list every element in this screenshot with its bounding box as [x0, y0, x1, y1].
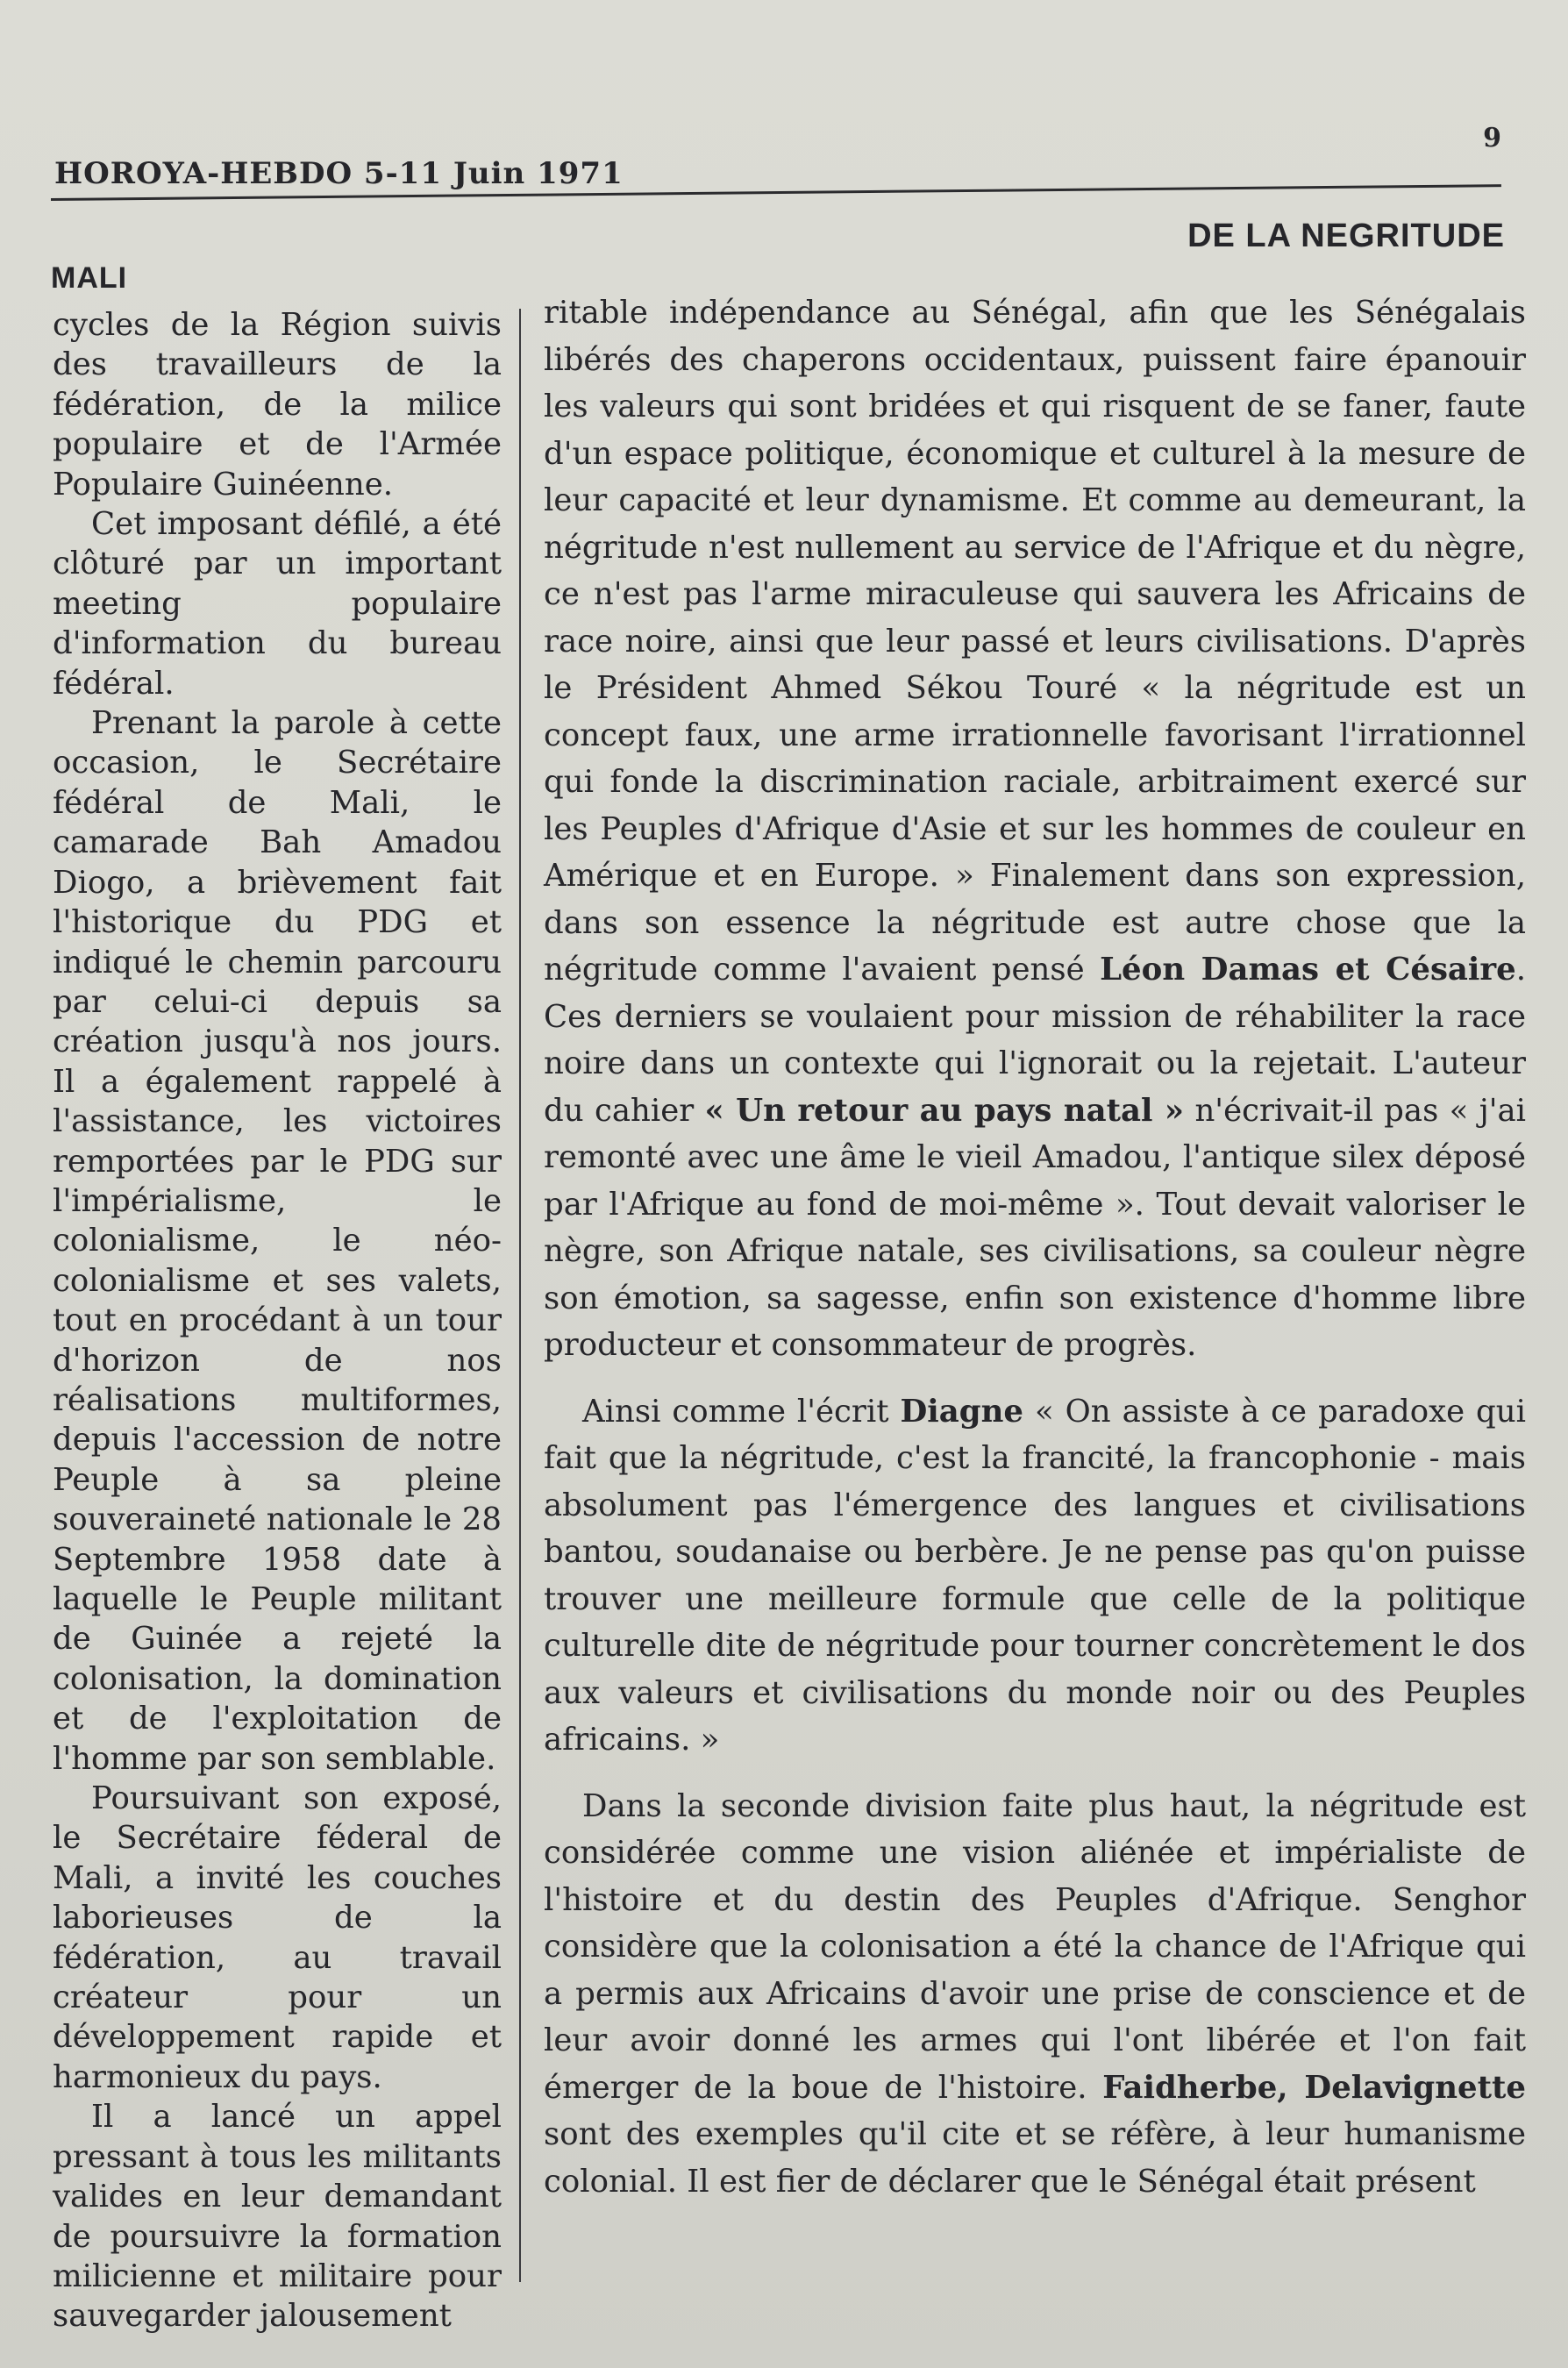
- text-run: Ainsi comme l'écrit: [582, 1393, 901, 1430]
- left-paragraph-3: Prenant la parole à cette occasion, le Secrétaire fédéral de Mali, le camarade Bah Amadou Diogo, a brièvement fait l'historique du PDG et indiqué le chemin parcouru par celui-ci depuis sa création jusqu'à nos jours. Il a également rappelé à l'assistance, les victoires remportées par le PDG sur l'impérialisme, le colonialisme, le néo-colonialisme et ses valets, tout en procédant à un tour d'horizon de nos réalisations multiformes, depuis l'accession de notre Peuple à sa pleine souveraineté nationale le 28 Septembre 1958 date à laquelle le Peuple militant de Guinée a rejeté la colonisation, la domination et de l'exploitation de l'homme par son semblable.: [53, 705, 502, 1777]
- bold-title: « Un retour au pays natal »: [704, 1092, 1185, 1129]
- right-paragraph-1: [544, 289, 1526, 1369]
- left-column: [53, 305, 502, 2336]
- bold-author: Diagne: [900, 1393, 1023, 1430]
- column-divider: [519, 309, 521, 2282]
- right-paragraph-2: [544, 1388, 1526, 1764]
- text-run: ritable indépendance au Sénégal, afin que les Sénégalais libérés des chaperons occidentaux, puissent faire épanouir les valeurs qui sont bridées et qui risquent de se faner, faute d'un espace politique, économique et culturel à la mesure de leur capacité et leur dynamisme. Et comme au demeurant, la négritude n'est nullement au service de l'Afrique et du nègre, ce n'est pas l'arme miraculeuse qui sauvera les Africains de race noire, ainsi que leur passé et leurs civilisations. D'après le Président Ahmed Sékou Touré « la négritude est un concept faux, une arme irrationnelle favorisant l'irrationnel qui fonde la discrimination raciale, arbitraiment exercé sur les Peuples d'Afrique d'Asie et sur les hommes de couleur en Amérique et en Europe. » Finalement dans son expression, dans son essence la négritude est autre chose que la négritude comme l'avaient pensé: [544, 295, 1526, 988]
- page-number: 9: [1483, 123, 1501, 153]
- masthead: HOROYA-HEBDO 5-11 Juin 1971: [54, 156, 624, 191]
- text-run: « On assiste à ce paradoxe qui fait que la négritude, c'est la francité, la francophonie - mais absolument pas l'émergence des langues et civilisations bantou, soudanaise ou berbère. Je ne pense pas qu'on puisse trouver une meilleure formule que celle de la politique culturelle dite de négritude pour tourner concrètement le dos aux valeurs et civilisations du monde noir ou des Peuples africains. »: [544, 1393, 1526, 1758]
- left-paragraph-1: cycles de la Région suivis des travailleurs de la fédération, de la milice populaire et de l'Armée Populaire Guinéenne.: [53, 307, 502, 503]
- left-paragraph-4: Poursuivant son exposé, le Secrétaire féderal de Mali, a invité les couches laborieuses de la fédération, au travail créateur pour un développement rapide et harmonieux du pays.: [53, 1780, 502, 2095]
- right-column: [544, 289, 1526, 2205]
- section-heading-negritude: DE LA NEGRITUDE: [1187, 218, 1505, 254]
- bold-names-2: Faidherbe, Delavignette: [1102, 2069, 1526, 2106]
- text-run: Dans la seconde division faite plus haut, la négritude est considérée comme une vision aliénée et impérialiste de l'histoire et du destin des Peuples d'Afrique. Senghor considère que la colonisation a été la chance de l'Afrique qui a permis aux Africains d'avoir une prise de conscience et de leur avoir donné les armes qui l'ont libérée et l'on fait émerger de la boue de l'histoire.: [544, 1787, 1526, 2106]
- text-run: . Ces derniers se voulaient pour mission de réhabiliter la race noire dans un contexte qui l'ignorait ou la rejetait. L'auteur du cahier: [544, 952, 1526, 1129]
- text-run: n'écrivait-il pas « j'ai remonté avec une âme le vieil Amadou, l'antique silex déposé par l'Afrique au fond de moi-même ». Tout devait valoriser le nègre, son Afrique natale, ses civilisations, sa couleur nègre son émotion, sa sagesse, enfin son existence d'homme libre producteur et consommateur de progrès.: [544, 1092, 1526, 1363]
- right-paragraph-3: [544, 1783, 1526, 2206]
- section-heading-mali: MALI: [51, 261, 128, 295]
- text-run: sont des exemples qu'il cite et se réfère, à leur humanisme colonial. Il est fier de déclarer que le Sénégal était présent: [544, 2116, 1526, 2200]
- left-paragraph-5: Il a lancé un appel pressant à tous les militants valides en leur demandant de poursuivre la formation milicienne et militaire pour sauvegarder jalousement: [53, 2099, 502, 2335]
- left-paragraph-2: Cet imposant défilé, a été clôturé par un important meeting populaire d'information du bureau fédéral.: [53, 506, 502, 702]
- bold-names: Léon Damas et Césaire: [1100, 952, 1516, 988]
